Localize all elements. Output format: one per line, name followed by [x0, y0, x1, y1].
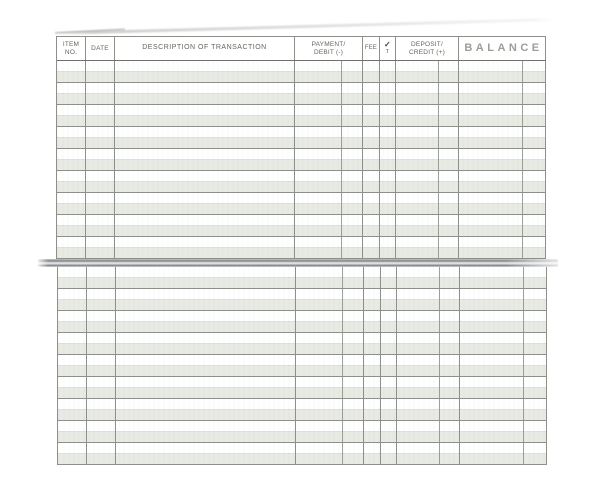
cell-deposit_credit [396, 127, 459, 148]
cell-description [116, 267, 296, 288]
cents-divider-line [341, 193, 342, 214]
cents-divider-line [522, 171, 523, 192]
cents-divider-line [439, 421, 440, 442]
cell-check_t [380, 215, 396, 236]
cell-deposit_credit [396, 61, 459, 82]
cell-check_t [381, 421, 397, 442]
cents-divider-line [438, 61, 439, 82]
cell-check_t [380, 193, 396, 214]
cell-check_t [381, 443, 397, 464]
register-header-row [57, 37, 546, 61]
cell-payment_debit [296, 289, 364, 310]
cell-deposit_credit [397, 333, 460, 354]
cell-check_t [381, 333, 397, 354]
cents-divider-line [439, 355, 440, 376]
register-row [58, 443, 547, 465]
cents-divider-line [341, 83, 342, 104]
register-row [58, 399, 547, 421]
cell-date [87, 333, 116, 354]
cell-balance [460, 443, 547, 464]
cell-balance [460, 399, 547, 420]
cell-fee [363, 61, 380, 82]
cents-divider-line [342, 421, 343, 442]
cents-divider-line [522, 127, 523, 148]
cell-fee [363, 83, 380, 104]
cell-balance [459, 237, 546, 258]
cell-check_t [380, 237, 396, 258]
cents-divider-line [342, 333, 343, 354]
cell-balance [460, 355, 547, 376]
cell-description [115, 215, 295, 236]
cell-description [116, 289, 296, 310]
cell-payment_debit [295, 237, 363, 258]
cell-description [115, 83, 295, 104]
cell-description [115, 171, 295, 192]
cell-description [115, 61, 295, 82]
cell-item_no [57, 149, 86, 170]
cents-divider-line [522, 193, 523, 214]
cell-date [87, 421, 116, 442]
cell-payment_debit [295, 193, 363, 214]
register-row [58, 267, 547, 289]
cell-fee [363, 215, 380, 236]
cell-date [87, 377, 116, 398]
cell-item_no [58, 377, 87, 398]
register-row [57, 127, 546, 149]
cell-date [86, 171, 115, 192]
column-header-fee: FEE [363, 37, 380, 60]
cell-date [86, 237, 115, 258]
cell-description [115, 127, 295, 148]
cell-fee [363, 127, 380, 148]
cell-item_no [57, 83, 86, 104]
cell-date [87, 443, 116, 464]
column-header-deposit_credit: DEPOSIT/ CREDIT (+) [396, 37, 459, 60]
register-row [57, 149, 546, 171]
cell-description [116, 377, 296, 398]
cents-divider-line [341, 171, 342, 192]
cell-deposit_credit [396, 83, 459, 104]
cell-deposit_credit [397, 355, 460, 376]
cell-check_t [380, 171, 396, 192]
column-header-balance: BALANCE [459, 37, 546, 60]
cell-description [115, 149, 295, 170]
cell-deposit_credit [396, 149, 459, 170]
cell-fee [364, 399, 381, 420]
cell-balance [459, 193, 546, 214]
cell-item_no [58, 421, 87, 442]
cell-description [115, 193, 295, 214]
cell-date [86, 127, 115, 148]
column-header-item_no: ITEM NO. [57, 37, 86, 60]
cell-date [87, 311, 116, 332]
cents-divider-line [341, 237, 342, 258]
cell-check_t [381, 267, 397, 288]
cell-check_t [381, 311, 397, 332]
cell-item_no [58, 443, 87, 464]
cents-divider-line [523, 311, 524, 332]
cell-payment_debit [295, 149, 363, 170]
cell-item_no [57, 237, 86, 258]
cell-fee [363, 193, 380, 214]
cell-balance [459, 105, 546, 126]
check-mark-icon: ✓ [384, 40, 391, 50]
cell-description [116, 443, 296, 464]
cell-description [115, 105, 295, 126]
cell-date [86, 193, 115, 214]
cell-payment_debit [295, 171, 363, 192]
cell-deposit_credit [396, 237, 459, 258]
cell-deposit_credit [397, 289, 460, 310]
cell-check_t [380, 105, 396, 126]
cents-divider-line [439, 399, 440, 420]
page-divider-band [38, 259, 558, 267]
cell-deposit_credit [396, 105, 459, 126]
column-header-date: DATE [86, 37, 115, 60]
register-row [57, 83, 546, 105]
cell-description [116, 333, 296, 354]
cell-balance [460, 377, 547, 398]
cell-date [86, 215, 115, 236]
cell-description [115, 237, 295, 258]
cell-deposit_credit [397, 311, 460, 332]
register-row [57, 105, 546, 127]
register-page-top [56, 36, 546, 259]
cell-check_t [380, 127, 396, 148]
cell-fee [364, 443, 381, 464]
cell-deposit_credit [397, 421, 460, 442]
cell-payment_debit [295, 127, 363, 148]
cents-divider-line [522, 83, 523, 104]
cell-payment_debit [295, 215, 363, 236]
cell-item_no [58, 289, 87, 310]
cell-check_t [380, 149, 396, 170]
cell-deposit_credit [396, 171, 459, 192]
register-row [58, 355, 547, 377]
cell-date [86, 83, 115, 104]
cell-check_t [381, 399, 397, 420]
cell-item_no [58, 333, 87, 354]
cents-divider-line [439, 289, 440, 310]
cell-check_t [380, 61, 396, 82]
cell-payment_debit [295, 83, 363, 104]
register-row [57, 61, 546, 83]
cents-divider-line [342, 377, 343, 398]
cell-description [116, 355, 296, 376]
cents-divider-line [438, 83, 439, 104]
cents-divider-line [523, 333, 524, 354]
cell-date [86, 149, 115, 170]
cell-balance [459, 61, 546, 82]
cell-fee [364, 377, 381, 398]
cents-divider-line [438, 193, 439, 214]
cell-date [87, 355, 116, 376]
cents-divider-line [523, 267, 524, 288]
cell-fee [364, 333, 381, 354]
cell-item_no [58, 355, 87, 376]
cell-balance [459, 127, 546, 148]
cents-divider-line [439, 311, 440, 332]
cents-divider-line [523, 355, 524, 376]
cell-balance [460, 267, 547, 288]
cell-balance [460, 289, 547, 310]
register-row [58, 333, 547, 355]
cell-check_t [381, 289, 397, 310]
cell-payment_debit [296, 311, 364, 332]
cents-divider-line [522, 149, 523, 170]
cell-date [87, 267, 116, 288]
cell-date [87, 289, 116, 310]
cell-balance [459, 215, 546, 236]
cell-payment_debit [296, 399, 364, 420]
cell-payment_debit [296, 377, 364, 398]
cell-date [86, 105, 115, 126]
cents-divider-line [523, 443, 524, 464]
register-row [57, 171, 546, 193]
cents-divider-line [523, 289, 524, 310]
column-header-description: DESCRIPTION OF TRANSACTION [115, 37, 295, 60]
cell-item_no [57, 215, 86, 236]
cell-deposit_credit [397, 377, 460, 398]
cents-divider-line [438, 127, 439, 148]
cents-divider-line [523, 421, 524, 442]
cents-divider-line [438, 149, 439, 170]
cell-balance [459, 83, 546, 104]
cell-item_no [57, 171, 86, 192]
cell-fee [363, 105, 380, 126]
register-row [58, 289, 547, 311]
cents-divider-line [439, 377, 440, 398]
cell-fee [363, 237, 380, 258]
cell-deposit_credit [396, 193, 459, 214]
cents-divider-line [439, 443, 440, 464]
register-row [58, 311, 547, 333]
cents-divider-line [522, 237, 523, 258]
cell-check_t [380, 83, 396, 104]
cents-divider-line [523, 377, 524, 398]
cell-description [116, 399, 296, 420]
cents-divider-line [439, 267, 440, 288]
cell-payment_debit [296, 443, 364, 464]
cents-divider-line [438, 105, 439, 126]
cents-divider-line [522, 215, 523, 236]
cell-fee [364, 421, 381, 442]
cell-balance [459, 171, 546, 192]
cents-divider-line [342, 399, 343, 420]
cell-fee [363, 171, 380, 192]
cell-payment_debit [295, 61, 363, 82]
cell-item_no [58, 311, 87, 332]
cell-fee [363, 149, 380, 170]
cell-fee [364, 311, 381, 332]
cell-balance [459, 149, 546, 170]
cell-deposit_credit [396, 215, 459, 236]
cents-divider-line [522, 105, 523, 126]
register-row [57, 237, 546, 259]
cents-divider-line [342, 443, 343, 464]
register-row [58, 421, 547, 443]
cell-deposit_credit [397, 399, 460, 420]
cents-divider-line [523, 399, 524, 420]
cell-item_no [57, 61, 86, 82]
cents-divider-line [439, 333, 440, 354]
cell-deposit_credit [397, 267, 460, 288]
register-row [58, 377, 547, 399]
cell-deposit_credit [397, 443, 460, 464]
scan-smudge [52, 18, 557, 35]
cents-divider-line [341, 149, 342, 170]
cents-divider-line [438, 237, 439, 258]
cents-divider-line [341, 127, 342, 148]
cell-item_no [57, 127, 86, 148]
register-row [57, 193, 546, 215]
cell-description [116, 311, 296, 332]
cents-divider-line [342, 311, 343, 332]
cell-payment_debit [296, 355, 364, 376]
cents-divider-line [341, 215, 342, 236]
cents-divider-line [341, 61, 342, 82]
register-row [57, 215, 546, 237]
cell-balance [460, 333, 547, 354]
cell-payment_debit [296, 421, 364, 442]
cell-description [116, 421, 296, 442]
cell-check_t [381, 377, 397, 398]
cell-fee [364, 289, 381, 310]
register-page-bottom [57, 267, 547, 465]
cell-payment_debit [296, 333, 364, 354]
cell-item_no [58, 267, 87, 288]
cell-check_t [381, 355, 397, 376]
cell-fee [364, 355, 381, 376]
cell-item_no [57, 105, 86, 126]
cell-balance [460, 311, 547, 332]
cell-payment_debit [296, 267, 364, 288]
cents-divider-line [438, 215, 439, 236]
cell-item_no [57, 193, 86, 214]
column-header-payment_debit: PAYMENT/ DEBIT (-) [295, 37, 363, 60]
cell-balance [460, 421, 547, 442]
cell-item_no [58, 399, 87, 420]
cents-divider-line [342, 355, 343, 376]
cell-fee [364, 267, 381, 288]
cents-divider-line [342, 267, 343, 288]
cents-divider-line [522, 61, 523, 82]
cell-date [87, 399, 116, 420]
cents-divider-line [341, 105, 342, 126]
cell-payment_debit [295, 105, 363, 126]
cell-date [86, 61, 115, 82]
cents-divider-line [342, 289, 343, 310]
column-header-check_t: ✓ T [380, 37, 396, 60]
cents-divider-line [438, 171, 439, 192]
